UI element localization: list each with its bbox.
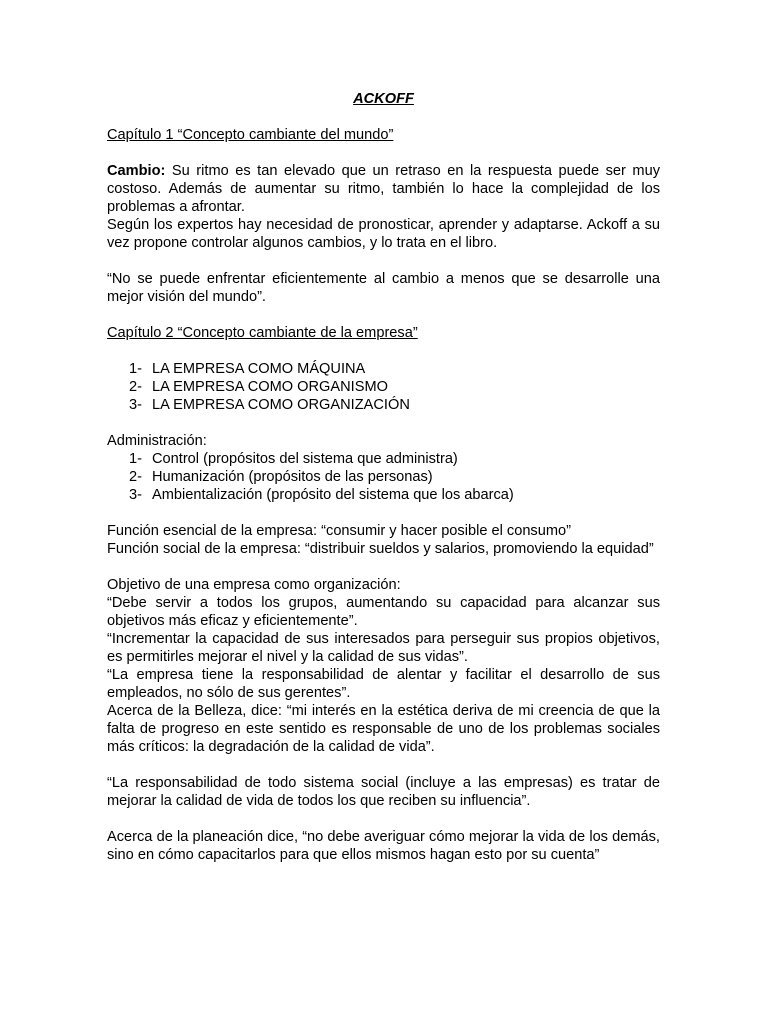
objetivo-3: “La empresa tiene la responsabilidad de alentar y facilitar el desarrollo de sus empleados, no sólo de sus gerentes”. (107, 667, 660, 701)
cambio-text: Su ritmo es tan elevado que un retraso en la respuesta puede ser muy costoso. Además de aumentar su ritmo, también lo hace la complejidad de los problemas a afrontar. (107, 163, 660, 215)
admin-list (107, 450, 660, 504)
spacer (107, 504, 660, 522)
objetivo-2: “Incrementar la capacidad de sus interesados para perseguir sus propios objetivos, es permitirles mejorar el nivel y la calidad de sus vidas”. (107, 631, 660, 665)
experts-paragraph: Según los expertos hay necesidad de pronosticar, aprender y adaptarse. Ackoff a su vez propone controlar algunos cambios, y lo trata en el libro. (107, 217, 660, 251)
objetivo-label: Objetivo de una empresa como organización: (107, 577, 401, 593)
planeacion-paragraph: Acerca de la planeación dice, “no debe averiguar cómo mejorar la vida de los demás, sino en cómo capacitarlos para que ellos mismos hagan esto por su cuenta” (107, 829, 660, 863)
list-item (107, 450, 660, 468)
list-item-text: Ambientalización (propósito del sistema que los abarca) (152, 487, 514, 503)
list-item (107, 360, 660, 378)
list-item-text: LA EMPRESA COMO MÁQUINA (152, 361, 366, 377)
admin-label: Administración: (107, 433, 207, 449)
funcion-social: Función social de la empresa: “distribuir sueldos y salarios, promoviendo la equidad” (107, 541, 654, 557)
list-item (107, 378, 660, 396)
list-item-text: Control (propósitos del sistema que administra) (152, 451, 458, 467)
world-vision-quote: “No se puede enfrentar eficientemente al cambio a menos que se desarrolle una mejor visión del mundo”. (107, 271, 660, 305)
chapter-2-heading: Capítulo 2 “Concepto cambiante de la empresa” (107, 325, 418, 341)
list-item-text: LA EMPRESA COMO ORGANIZACIÓN (152, 397, 410, 413)
company-types-list (107, 360, 660, 414)
spacer (107, 108, 660, 126)
document-page (107, 90, 660, 864)
objetivo-1: “Debe servir a todos los grupos, aumentando su capacidad para alcanzar sus objetivos más eficaz y eficientemente”. (107, 595, 660, 629)
responsabilidad-paragraph: “La responsabilidad de todo sistema social (incluye a las empresas) es tratar de mejorar la calidad de vida de todos los que reciben su influencia”. (107, 775, 660, 809)
funcion-esencial: Función esencial de la empresa: “consumir y hacer posible el consumo” (107, 523, 571, 539)
spacer (107, 306, 660, 324)
spacer (107, 144, 660, 162)
spacer (107, 414, 660, 432)
spacer (107, 342, 660, 360)
cambio-label: Cambio: (107, 163, 166, 179)
spacer (107, 252, 660, 270)
list-item (107, 396, 660, 414)
document-title: ACKOFF (353, 91, 414, 107)
list-item (107, 486, 660, 504)
list-item (107, 468, 660, 486)
list-number: 3- (129, 487, 142, 503)
spacer (107, 756, 660, 774)
list-number: 3- (129, 397, 142, 413)
cambio-paragraph (107, 162, 660, 216)
list-number: 1- (129, 451, 142, 467)
spacer (107, 810, 660, 828)
spacer (107, 558, 660, 576)
list-number: 2- (129, 469, 142, 485)
list-item-text: LA EMPRESA COMO ORGANISMO (152, 379, 388, 395)
chapter-1-heading: Capítulo 1 “Concepto cambiante del mundo” (107, 127, 394, 143)
belleza-paragraph: Acerca de la Belleza, dice: “mi interés en la estética deriva de mi creencia de que la falta de progreso en este sentido es responsable de uno de los problemas sociales más críticos: la degradación de la calidad de vida”. (107, 703, 660, 755)
list-number: 1- (129, 361, 142, 377)
list-number: 2- (129, 379, 142, 395)
list-item-text: Humanización (propósitos de las personas) (152, 469, 433, 485)
